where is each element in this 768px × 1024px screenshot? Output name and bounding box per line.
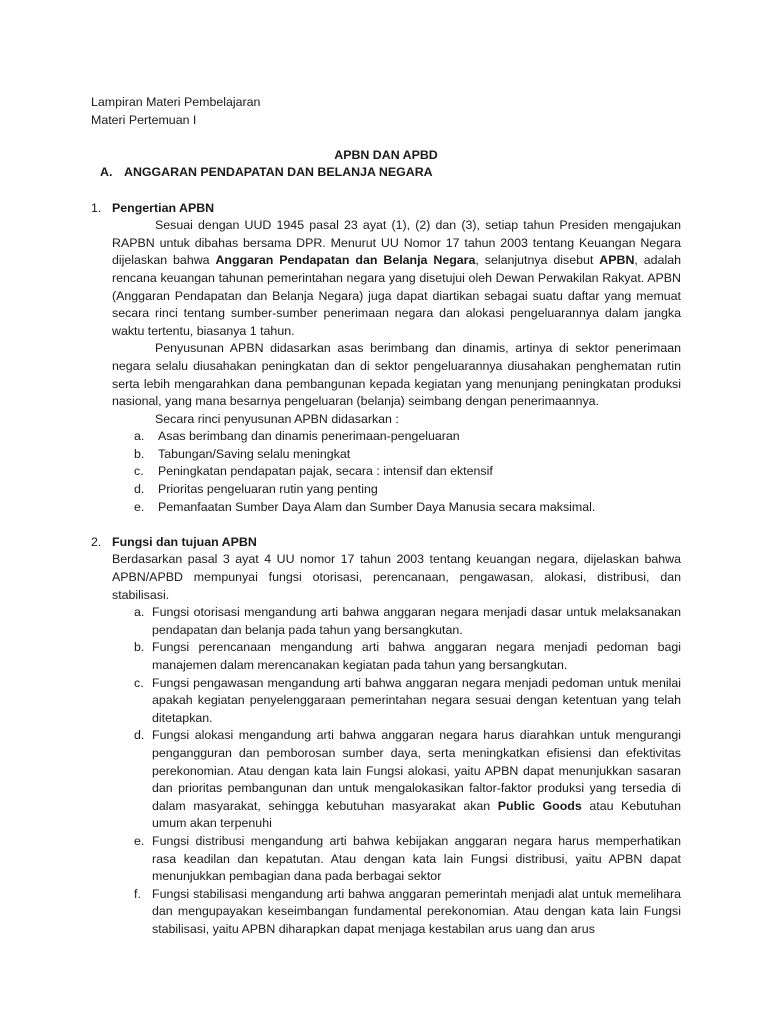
list-item: d. Prioritas pengeluaran rutin yang penting — [134, 482, 378, 497]
list-item: c. Peningkatan pendapatan pajak, secara : intensif dan ektensif — [134, 464, 493, 479]
list-item: e. Pemanfaatan Sumber Daya Alam dan Sumber Daya Manusia secara maksimal. — [134, 499, 596, 514]
section-2-intro: Berdasarkan pasal 3 ayat 4 UU nomor 17 tahun 2003 tentang keuangan negara, dijelaskan bahwa APBN/APBD mempunyai fungsi otorisasi, perencanaan, pengawasan, alokasi, distribusi, dan stabilisasi. — [112, 552, 681, 602]
section-a-title: ANGGARAN PENDAPATAN DAN BELANJA NEGARA — [124, 165, 433, 180]
section-1-paragraph-1: Sesuai dengan UUD 1945 pasal 23 ayat (1), (2) dan (3), setiap tahun Presiden mengajukan RAPBN untuk dibahas bersama DPR. Menurut UU Nomor 17 tahun 2003 tentang Keuangan Negara dijelaskan bahwa Anggaran Pendapatan dan Belanja Negara, selanjutnya disebut APBN, adalah rencana keuangan tahunan pemerintahan negara yang disetujui oleh Dewan Perwakilan Rakyat. APBN (Anggaran Pendapatan dan Belanja Negara) juga dapat diartikan sebagai suatu daftar yang memuat secara rinci tentang sumber-sumber penerimaan negara dan alokasi pengeluarannya dalam jangka waktu tertentu, biasanya 1 tahun. — [112, 218, 681, 338]
section-1-heading — [91, 200, 681, 218]
function-item-e: e. Fungsi distribusi mengandung arti bahwa kebijakan anggaran negara harus memperhatikan rasa keadilan dan kepatutan. Atau dengan kata lain Fungsi distribusi, yaitu APBN dapat menunjukkan pembagian dana pada berbagai sektor — [134, 833, 681, 884]
section-2-title: Fungsi dan tujuan APBN — [112, 534, 257, 549]
section-1-paragraph-3: Secara rinci penyusunan APBN didasarkan : — [155, 411, 399, 426]
function-item-a: a. Fungsi otorisasi mengandung arti bahwa anggaran negara menjadi dasar untuk melaksanakan pendapatan dan belanja pada tahun yang bersangkutan. — [134, 605, 681, 637]
function-item-d: d. Fungsi alokasi mengandung arti bahwa anggaran negara harus diarahkan untuk mengurangi pengangguran dan pemborosan sumber daya, serta meningkatkan efisiensi dan efektivitas perekonomian. Atau dengan kata lain Fungsi alokasi, yaitu APBN dapat menunjukkan sasaran dan prioritas pembangunan dan untuk mengalokasikan faltor-faktor produksi yang tersedia di dalam masyarakat, sehingga kebutuhan masyarakat akan Public Goods atau Kebutuhan umum akan terpenuhi — [134, 728, 681, 831]
section-a-marker: A. — [100, 165, 113, 180]
section-2-number: 2. — [91, 534, 102, 549]
function-item-b: b. Fungsi perencanaan mengandung arti bahwa anggaran negara menjadi pedoman bagi manajemen dalam merencanakan kegiatan pada tahun yang bersangkutan. — [134, 640, 681, 672]
document-title: APBN DAN APBD — [334, 147, 438, 162]
section-1-list — [91, 428, 681, 516]
section-a-heading — [100, 164, 681, 182]
list-item: b. Tabungan/Saving selalu meningkat — [134, 446, 351, 461]
section-1-number: 1. — [91, 200, 102, 215]
document-body — [91, 94, 681, 939]
function-item-f: f. Fungsi stabilisasi mengandung arti bahwa anggaran pemerintah menjadi alat untuk memelihara dan mengupayakan keseimbangan fundamental perekonomian. Atau dengan kata lain Fungsi stabilisasi, yaitu APBN diharapkan dapat menjaga kestabilan arus uang dan arus — [134, 886, 681, 936]
section-2-function-list — [91, 604, 681, 938]
list-item: a. Asas berimbang dan dinamis penerimaan-pengeluaran — [134, 429, 460, 444]
section-1-title: Pengertian APBN — [112, 200, 215, 215]
header-line-2: Materi Pertemuan I — [91, 112, 197, 127]
header-line-1: Lampiran Materi Pembelajaran — [91, 95, 261, 109]
function-item-c: c. Fungsi pengawasan mengandung arti bahwa anggaran negara menjadi pedoman untuk menilai apakah kegiatan penyelenggaraan pemerintahan negara sesuai dengan ketentuan yang telah ditetapkan. — [134, 675, 681, 725]
section-1-paragraph-2: Penyusunan APBN didasarkan asas berimbang dan dinamis, artinya di sektor penerimaan negara selalu diusahakan peningkatan dan di sektor pengeluarannya diusahakan penghematan rutin serta lebih mengarahkan dana pembangunan kepada kegiatan yang menunjang peningkatan produksi nasional, yang mana besarnya pengeluaran (belanja) seimbang dengan penerimaannya. — [112, 341, 681, 409]
section-2-heading — [91, 534, 681, 552]
